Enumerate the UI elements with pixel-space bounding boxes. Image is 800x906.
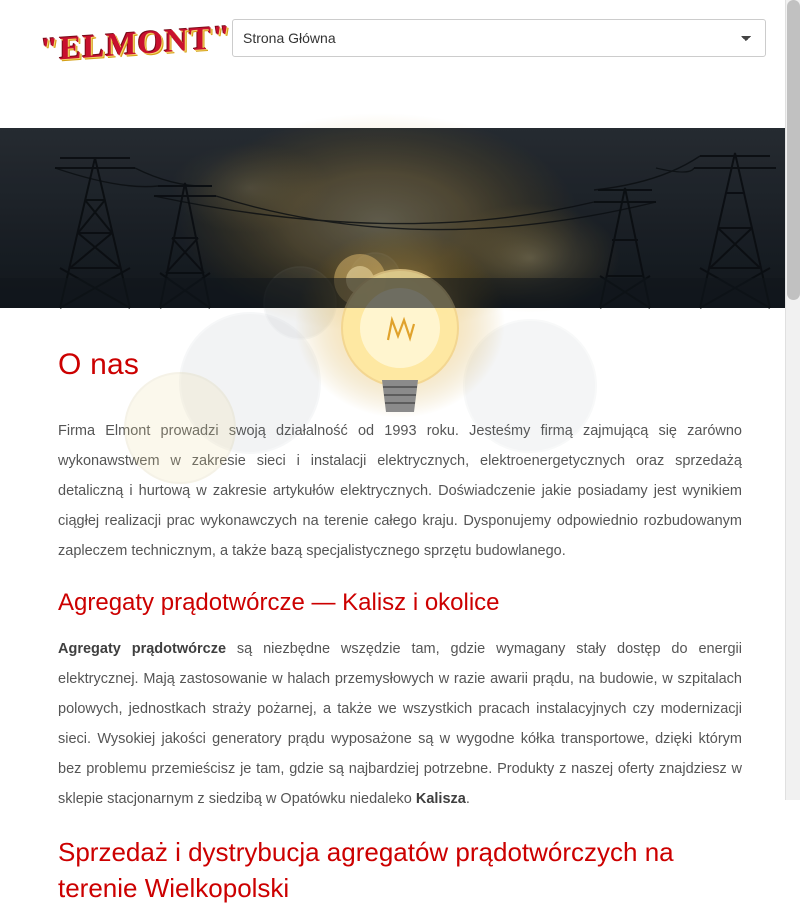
- page-scrollbar[interactable]: [785, 0, 800, 800]
- section-1-body-2: .: [465, 791, 470, 807]
- section-1-body-1: są niezbędne wszędzie tam, gdzie wymagany stały dostęp do energii elektrycznej. Mają zastosowanie w halach przemysłowych w razie awarii prądu, na budowie, w szpitalach polowych, jednostkach straży pożarnej, a także we wszystkich pracach instalacyjnych czy modernizacji sieci. Wysokiej jakości generatory prądu wyposażone są w wygodne kółka transportowe, dzięki którym bez problemu przemieścisz je tam, gdzie są najbardziej potrzebne. Produkty z naszej oferty znajdziesz w sklepie stacjonarnym z siedzibą w Opatówku niedaleko: [58, 641, 742, 807]
- logo-container[interactable]: [0, 0, 232, 67]
- section-title-sprzedaz: Sprzedaż i dystrybucja agregatów prądotwórczych na terenie Wielkopolski: [58, 837, 674, 903]
- intro-paragraph: Firma Elmont prowadzi swoją działalność od 1993 roku. Jesteśmy firmą zajmującą się zarówno wykonawstwem w zakresie sieci i instalacji elektrycznych, elektroenergetycznych oraz sprzedażą detaliczną i hurtową w zakresie artykułów elektrycznych. Doświadczenie jakie posiadamy jest wynikiem ciągłej realizacji prac wykonawczych na terenie całego kraju. Dysponujemy odpowiednio rozbudowanym zapleczem technicznym, a także bazą specjalistycznego sprzętu budowlanego.: [58, 423, 742, 559]
- section-1-paragraph: [58, 634, 742, 814]
- hero-illustration: [0, 128, 800, 308]
- logo-text: "ELMONT": [40, 19, 232, 69]
- hero-banner: [0, 128, 800, 308]
- page-title: O nas: [58, 348, 140, 381]
- section-1-bold-tail: Kalisza: [415, 791, 466, 807]
- scrollbar-thumb[interactable]: [787, 0, 800, 300]
- elmont-logo[interactable]: [34, 15, 237, 74]
- site-header: [0, 0, 800, 128]
- navigation-container: [232, 0, 800, 57]
- section-title-agregaty: Agregaty prądotwórcze — Kalisz i okolice: [58, 589, 500, 616]
- lead-bold-text: Agregaty prądotwórcze: [58, 641, 227, 657]
- main-menu-select[interactable]: [232, 19, 766, 57]
